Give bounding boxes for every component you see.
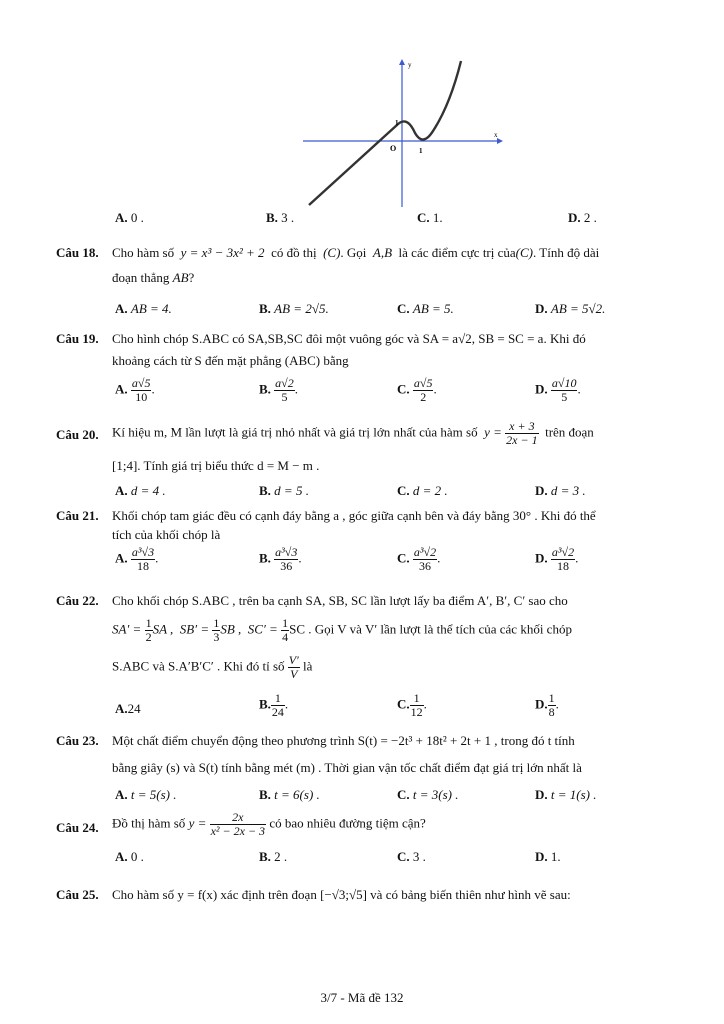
q22-line3: S.ABC và S.A′B′C′ . Khi đó tỉ số $\frac{V'}{V}$ là [112,653,313,681]
q21-option-b[interactable]: B. $\frac{\text{a³√3}}{36}$ . [259,545,302,573]
q23-line1: Một chất điểm chuyển động theo phương trình S(t) = −2t³ + 18t² + 2t + 1 , trong đó t tính [112,733,575,748]
q20-line1: Kí hiệu m, M lần lượt là giá trị nhỏ nhất và giá trị lớn nhất của hàm số y = $\frac{x + 3}{2x - 1}$ trên đoạn [112,419,594,447]
q20-option-b[interactable]: B. d = 5 . [259,483,309,498]
q25-number: Câu 25. [56,887,99,902]
x-tick-label: 1 [419,147,423,155]
curve [309,61,461,205]
q18-option-b[interactable]: B. AB = 2√5. [259,301,329,316]
y-tick-label: 1 [395,119,399,127]
q18-option-d[interactable]: D. AB = 5√2. [535,301,606,316]
q20-option-d[interactable]: D. d = 3 . [535,483,586,498]
q24-number: Câu 24. [56,820,99,835]
q19-option-b[interactable]: B. $\frac{a√2}{5}$ . [259,376,299,404]
q22-option-b[interactable]: B. $\frac{1}{24}$ . [259,691,289,719]
q23-option-d[interactable]: D. t = 1(s) . [535,787,597,802]
x-axis-label: x [494,131,498,139]
q19-number: Câu 19. [56,331,99,346]
q17-option-d[interactable]: D. 2 . [568,210,597,225]
q24-option-a[interactable]: A. 0 . [115,849,144,864]
q17-option-b[interactable]: B. 3 . [266,210,295,225]
q20-line2: [1;4]. Tính giá trị biểu thức d = M − m . [112,458,320,473]
x-axis-arrow [497,138,503,144]
q19-option-d[interactable]: D. $\frac{a√10}{5}$ . [535,376,581,404]
q24-option-c[interactable]: C. 3 . [397,849,426,864]
q23-line2: bằng giây (s) và S(t) tính bằng mét (m) . Thời gian vận tốc chất điểm đạt giá trị lớn nhất là [112,760,582,775]
q18-line1: Cho hàm số y = x³ − 3x² + 2 có đồ thị (C). Gọi A,B là các điểm cực trị của(C). Tính độ dài [112,245,600,260]
y-axis-label: y [408,61,412,69]
q23-option-c[interactable]: C. t = 3(s) . [397,787,459,802]
q22-option-c[interactable]: C. $\frac{1}{12}$ . [397,691,427,719]
q25-line1: Cho hàm số y = f(x) xác định trên đoạn [−√3;√5] và có bảng biến thiên như hình vẽ sau: [112,887,571,902]
q19-option-c[interactable]: C. $\frac{a√5}{2}$ . [397,376,437,404]
q22-option-a[interactable]: A.24 [115,701,141,716]
y-axis-arrow [399,59,405,65]
origin-label: O [390,144,397,153]
q23-option-b[interactable]: B. t = 6(s) . [259,787,320,802]
q21-option-c[interactable]: C. $\frac{\text{a³√2}}{36}$ . [397,545,441,573]
function-graph [295,55,505,210]
q22-number: Câu 22. [56,593,99,608]
q19-line1: Cho hình chóp S.ABC có SA,SB,SC đôi một vuông góc và SA = a√2, SB = SC = a. Khi đó [112,331,586,346]
q18-line2: đoạn thẳng AB? [112,270,195,285]
q22-line1: Cho khối chóp S.ABC , trên ba cạnh SA, SB, SC lần lượt lấy ba điểm A′, B′, C′ sao cho [112,593,568,608]
q20-number: Câu 20. [56,427,99,442]
q23-option-a[interactable]: A. t = 5(s) . [115,787,177,802]
q18-number: Câu 18. [56,245,99,260]
q20-option-a[interactable]: A. d = 4 . [115,483,166,498]
q18-option-a[interactable]: A. AB = 4. [115,301,172,316]
q22-option-d[interactable]: D. $\frac{1}{8}$ . [535,691,559,719]
q24-line1: Đồ thị hàm số y = $\frac{2x}{\text{x² − 2x − 3}}$ có bao nhiêu đường tiệm cận? [112,810,426,838]
q19-line2: khoảng cách từ S đến mặt phẳng (ABC) bằng [112,353,349,368]
q17-option-c[interactable]: C. 1. [417,210,443,225]
q24-option-d[interactable]: D. 1. [535,849,561,864]
q21-number: Câu 21. [56,508,99,523]
q21-line1: Khối chóp tam giác đều có cạnh đáy bằng a , góc giữa cạnh bên và đáy bằng 30° . Khi đó thể [112,508,596,523]
page-footer: 3/7 - Mã đề 132 [320,990,404,1005]
q21-option-a[interactable]: A. $\frac{\text{a³√3}}{18}$ . [115,545,159,573]
q21-line2: tích của khối chóp là [112,527,221,542]
q19-option-a[interactable]: A. $\frac{a√5}{10}$ . [115,376,155,404]
q18-option-c[interactable]: C. AB = 5. [397,301,454,316]
q22-line2: SA′ = $\frac{1}{2}$ SA , SB′ = $\frac{1}{3}$ SB , SC′ = $\frac{1}{4}$ SC . Gọi V và V′ lần lượt là thể tích của các khối chóp [112,616,572,644]
q21-option-d[interactable]: D. $\frac{\text{a³√2}}{18}$ . [535,545,579,573]
q24-option-b[interactable]: B. 2 . [259,849,288,864]
q17-option-a[interactable]: A. 0 . [115,210,144,225]
q20-option-c[interactable]: C. d = 2 . [397,483,448,498]
q23-number: Câu 23. [56,733,99,748]
